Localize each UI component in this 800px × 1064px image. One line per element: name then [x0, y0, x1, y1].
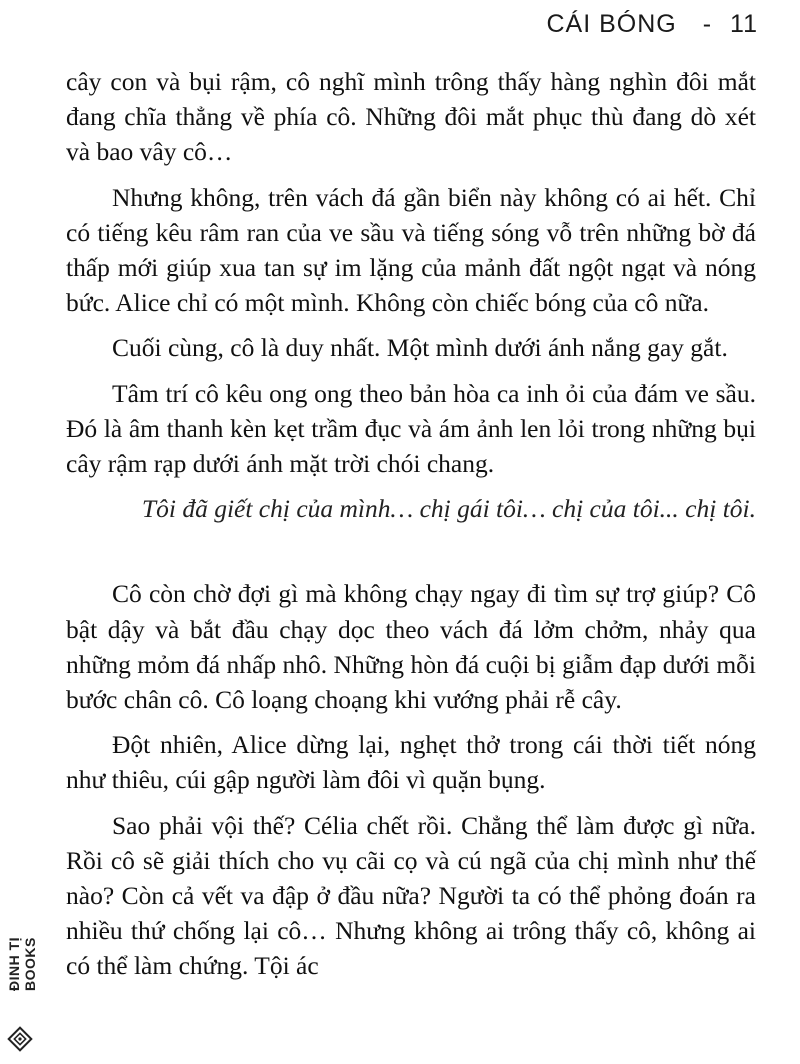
scene-break [66, 536, 756, 576]
chapter-title: CÁI BÓNG [546, 10, 677, 38]
paragraph-3: Cuối cùng, cô là duy nhất. Một mình dưới ánh nắng gay gắt. [112, 333, 728, 363]
paragraph-4: Tâm trí cô kêu ong ong theo bản hòa ca inh ỏi của đám ve sầu. Đó là âm thanh kèn kẹt trầm đục và ám ảnh len lỏi trong những bụi cây rậm rạp dưới ánh mặt trời chói chang. [66, 378, 756, 479]
paragraph-7: Sao phải vội thế? Célia chết rồi. Chẳng thể làm được gì nữa. Rồi cô sẽ giải thích cho vụ cãi cọ và cú ngã của chị mình như thế nào? Còn cả vết va đập ở đầu nữa? Người ta có thể phỏng đoán ra nhiều thứ chống lại cô… Nhưng không ai trông thấy cô, không ai có thể làm chứng. Tội ác [66, 810, 756, 981]
page-body [66, 64, 756, 994]
header-separator: - [702, 10, 713, 38]
page-number: 11 [730, 10, 758, 38]
publisher-name: ĐINH TỊ BOOKS [6, 936, 38, 992]
running-header [546, 10, 758, 39]
paragraph-5: Cô còn chờ đợi gì mà không chạy ngay đi tìm sự trợ giúp? Cô bật dậy và bắt đầu chạy dọc theo vách đá lởm chởm, nhảy qua những mỏm đá nhấp nhô. Những hòn đá cuội bị giẫm đạp dưới mỗi bước chân cô. Cô loạng choạng khi vướng phải rễ cây. [66, 579, 756, 715]
italic-thought: Tôi đã giết chị của mình… chị gái tôi… chị của tôi... chị tôi. [141, 494, 756, 524]
paragraph-1: cây con và bụi rậm, cô nghĩ mình trông thấy hàng nghìn đôi mắt đang chĩa thẳng về phía cô. Những đôi mắt phục thù đang dò xét và bao vây cô… [66, 67, 756, 167]
paragraph-2: Nhưng không, trên vách đá gần biển này không có ai hết. Chỉ có tiếng kêu râm ran của ve sầu và tiếng sóng vỗ trên những bờ đá thấp mới giúp xua tan sự im lặng của mảnh đất ngột ngạt và nóng bức. Alice chỉ có một mình. Không còn chiếc bóng của cô nữa. [66, 182, 756, 318]
paragraph-6: Đột nhiên, Alice dừng lại, nghẹt thở trong cái thời tiết nóng như thiêu, cúi gập người làm đôi vì quặn bụng. [66, 730, 756, 795]
dinh-ti-books-logo-icon [5, 1024, 35, 1054]
publisher-brand [2, 908, 38, 1058]
